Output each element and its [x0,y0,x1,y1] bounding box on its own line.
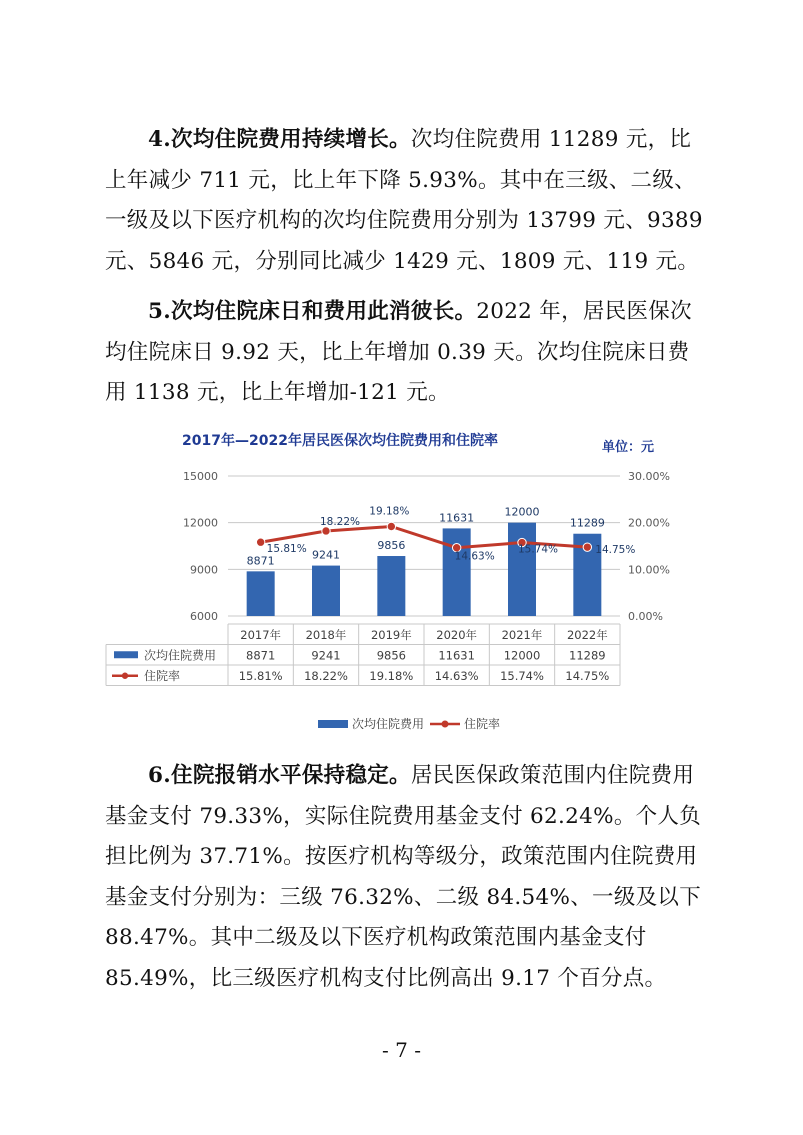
table-line-legend-marker [122,673,128,679]
y-right-tick-label: 30.00% [628,470,670,483]
bar [247,571,275,616]
category-label: 2018年 [305,627,347,642]
category-label: 2019年 [370,627,412,642]
line-value-label: 18.22% [319,515,361,528]
paragraph-4 [105,120,705,282]
table-row-label: 次均住院费用 [144,648,217,663]
bar [443,528,471,616]
category-label: 2022年 [566,627,608,642]
chart-legend [318,716,500,731]
page-number: - 7 - [382,1038,421,1062]
paragraph-5 [105,292,705,414]
category-label: 2021年 [501,627,543,642]
paragraph-4-body: 次均住院费用 11289 元，比上年减少 711 元，比上年下降 5.93%。其中在三级、二级、一级及以下医疗机构的次均住院费用分别为 13799 元、9389 元、5846 元，分别同比减少 1429 元、1809 元、119 元。 [105,127,703,274]
bar-value-label: 9856 [377,539,406,553]
y-axis-left [183,470,218,623]
bar-value-label: 12000 [504,505,540,519]
line-point [583,543,591,551]
category-label: 2017年 [240,627,282,642]
table-cell: 14.63% [434,668,479,683]
line-value-label: 14.75% [595,544,636,557]
paragraph-5-body: 2022 年，居民医保次均住院床日 9.92 天，比上年增加 0.39 天。次均住院床日费用 1138 元，比上年增加-121 元。 [105,299,692,405]
paragraph-4-lead: 4.次均住院费用持续增长。 [148,127,411,152]
table-cell: 8871 [246,648,276,663]
line-value-label: 15.74% [517,543,559,556]
table-bar-legend-key [114,651,138,658]
chart-unit: 单位：元 [601,440,655,455]
bar [508,523,536,616]
table-cell: 15.81% [238,668,283,683]
paragraph-6-lead: 6.住院报销水平保持稳定。 [148,763,411,788]
paragraph-6 [105,756,705,999]
y-left-tick-label: 9000 [190,563,218,577]
table-cell: 11289 [569,648,606,663]
table-cell: 18.22% [304,668,348,683]
bar-value-label: 11631 [439,511,475,525]
data-table [106,624,620,686]
table-cell: 12000 [503,648,541,663]
legend-label: 次均住院费用 [352,717,425,731]
paragraph-5-lead: 5.次均住院床日和费用此消彼长。 [148,299,477,324]
category-label: 2020年 [436,627,478,642]
table-cell: 9241 [311,648,341,663]
line-point [256,538,264,546]
legend-label: 住院率 [464,717,501,731]
bar [312,566,340,616]
legend-line-marker [442,721,449,728]
table-cell: 14.75% [565,668,610,683]
line-point [387,522,395,530]
line-value-label: 19.18% [369,505,410,518]
y-right-tick-label: 10.00% [628,563,670,577]
bar [377,556,405,616]
hospitalization-chart [100,420,700,750]
bar-value-label: 8871 [246,554,275,568]
table-cell: 15.74% [500,668,544,683]
line-value-label: 14.63% [454,550,495,563]
table-cell: 9856 [376,648,406,663]
table-cell: 11631 [438,648,475,663]
y-left-tick-label: 15000 [183,470,218,483]
y-right-tick-label: 20.00% [628,516,670,530]
bar-value-label: 9241 [312,548,340,562]
legend-bar-key [318,720,348,728]
chart-title: 2017年—2022年居民医保次均住院费用和住院率 [182,433,498,449]
line-value-label: 15.81% [266,543,307,556]
table-row-label: 住院率 [144,668,181,683]
bar-value-label: 11289 [569,516,605,530]
line-point [322,527,330,535]
y-left-tick-label: 12000 [183,516,218,530]
table-cell: 19.18% [369,668,414,683]
y-right-tick-label: 0.00% [628,610,663,623]
paragraph-6-body: 居民医保政策范围内住院费用基金支付 79.33%，实际住院费用基金支付 62.24%。个人负担比例为 37.71%。按医疗机构等级分，政策范围内住院费用基金支付分别为：三级 76.32%、二级 84.54%、一级及以下 88.47%。其中二级及以下医疗机构政策范围内基金支付 85.49%，比三级医疗机构支付比例高出 9.17 个百分点。 [105,763,702,991]
y-left-tick-label: 6000 [190,610,218,623]
